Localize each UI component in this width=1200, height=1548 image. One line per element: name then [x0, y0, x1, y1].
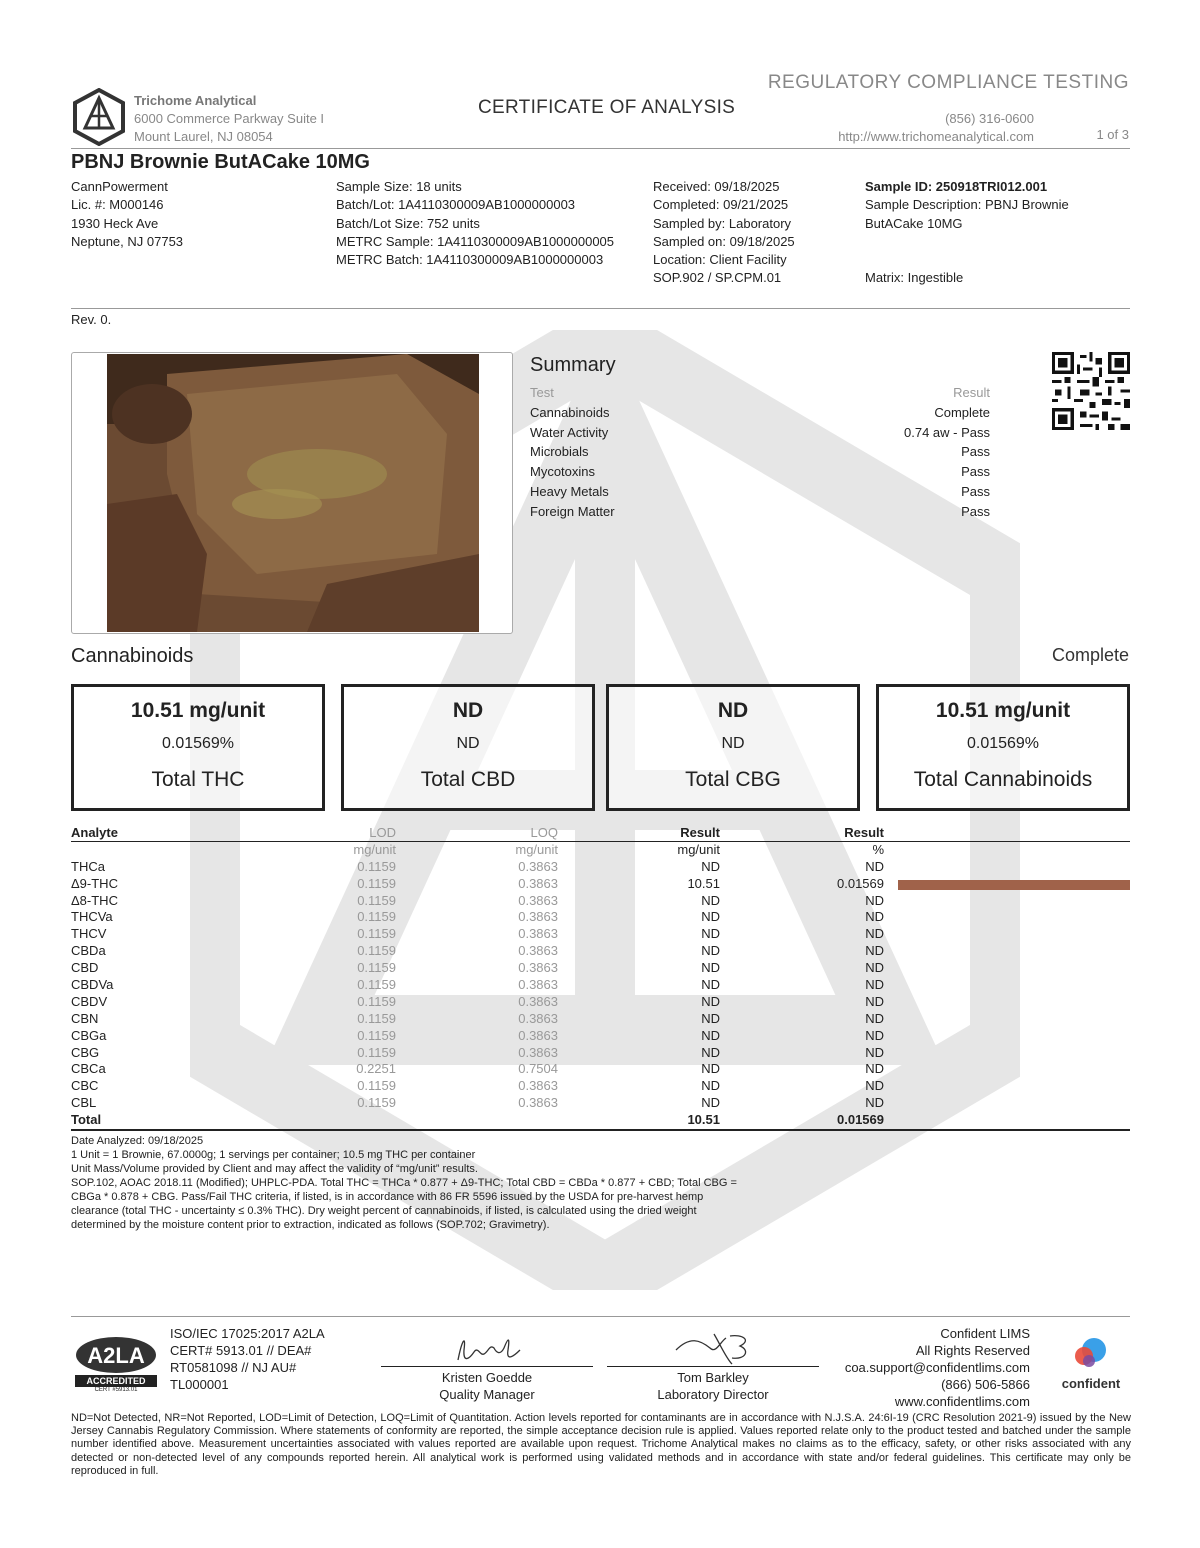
cell-r1: ND: [701, 977, 720, 993]
cell-r1: ND: [701, 926, 720, 942]
client-info: CannPowerment Lic. #: M000146 1930 Heck Ave Neptune, NJ 07753: [71, 179, 184, 249]
cell-analyte: CBGa: [71, 1027, 107, 1043]
table-total-row: Total 10.51 0.01569: [71, 1112, 884, 1128]
lab-address-1: 6000 Commerce Parkway Suite I: [134, 111, 325, 126]
cell-analyte: CBDV: [71, 993, 108, 1009]
cannabinoids-status: Complete: [1051, 645, 1129, 665]
cell-loq: 0.3863: [518, 1027, 558, 1043]
cell-loq: 0.7504: [518, 1061, 558, 1077]
regulatory-heading: REGULATORY COMPLIANCE TESTING: [767, 72, 1129, 93]
signature-kristen-goedde: [450, 1330, 530, 1368]
cell-r1: ND: [701, 1095, 720, 1111]
cell-r1: ND: [701, 892, 720, 908]
cell-r2: ND: [865, 909, 884, 925]
cell-analyte: CBCa: [71, 1061, 106, 1077]
cell-analyte: CBG: [71, 1044, 100, 1060]
cell-lod: 0.1159: [357, 993, 396, 1009]
page-number: 1 of 3: [1096, 127, 1129, 142]
total-cannabinoids-box: 10.51 mg/unit 0.01569% Total Cannabinoids: [876, 684, 1130, 811]
cell-analyte: CBDVa: [71, 977, 114, 993]
cell-loq: 0.3863: [518, 977, 558, 993]
cell-lod: 0.1159: [357, 1095, 396, 1111]
table-row: [71, 943, 1130, 960]
cell-r1: 10.51: [687, 875, 720, 891]
total-cbd-box: ND ND Total CBD: [341, 684, 595, 811]
table-row: [71, 1028, 1130, 1045]
cell-r2: ND: [865, 1078, 884, 1094]
signature-tom-barkley: [670, 1330, 760, 1366]
cell-loq: 0.3863: [518, 1095, 558, 1111]
summary-row: Foreign Matter Pass: [530, 503, 990, 519]
summary-row: Mycotoxins Pass: [530, 464, 990, 480]
cell-loq: 0.3863: [518, 858, 558, 874]
cell-lod: 0.1159: [357, 875, 396, 891]
cell-r1: ND: [701, 943, 720, 959]
cell-r1: ND: [701, 858, 720, 874]
disclaimer: ND=Not Detected, NR=Not Reported, LOD=Limit of Detection, LOQ=Limit of Quantitation. Action levels reported for contaminants are in accordance with N.J.S.A. 24:6I-19 (CRC Resolution 2021-9) issued by the New Jersey Cannabis Regulatory Commission. Where statements of conformity are reported, the simple acceptance decision rule is applied. Values reported relate only to the product tested and batched under the sample number identified above. Measurement uncertainties associated with values reported are available upon request. Trichome Analytical makes no claims as to the efficacy, safety, or other risks associated with any detected or non-detected level of any compounds reported herein. All analytical work is performed using validated methods and in accordance with state and/or federal guidelines. This certificate may only be reproduced in full.: [71, 1412, 1131, 1477]
cell-r2: ND: [865, 1061, 884, 1077]
signer-2: Tom Barkley Laboratory Director: [657, 1370, 769, 1402]
cell-analyte: THCa: [71, 858, 105, 874]
cell-r2: ND: [865, 858, 884, 874]
summary-table: Test Result Cannabinoids Complete Water Activity 0.74 aw - Pass Microbials Pass Mycotoxins Pass Heavy Metals Pass Foreign Matter Pass: [530, 383, 990, 522]
cell-loq: 0.3863: [518, 909, 558, 925]
document-title: CERTIFICATE OF ANALYSIS: [478, 97, 736, 118]
summary-row: Microbials Pass: [530, 444, 990, 460]
product-photo-frame: [71, 352, 513, 634]
cell-r2: ND: [865, 960, 884, 976]
table-units-row: mg/unit mg/unit mg/unit %: [353, 841, 884, 857]
qr-code-icon[interactable]: [1052, 352, 1130, 430]
total-cbg-box: ND ND Total CBG: [606, 684, 860, 811]
cell-analyte: THCV: [71, 926, 107, 942]
cell-loq: 0.3863: [518, 993, 558, 1009]
cell-lod: 0.1159: [357, 960, 396, 976]
table-row: [71, 926, 1130, 943]
cell-analyte: CBL: [71, 1095, 97, 1111]
cell-r1: ND: [701, 1061, 720, 1077]
accreditation-info: ISO/IEC 17025:2017 A2LA CERT# 5913.01 // DEA# RT0581098 // NJ AU# TL000001: [170, 1326, 325, 1392]
cell-loq: 0.3863: [518, 960, 558, 976]
cell-lod: 0.1159: [357, 909, 396, 925]
table-row: [71, 1078, 1130, 1095]
sample-info: Sample Size: 18 units Batch/Lot: 1A4110300009AB1000000003 Batch/Lot Size: 752 units METRC Sample: 1A4110300009AB1000000005 METRC Batch: 1A4110300009AB1000000003: [336, 179, 615, 268]
cell-loq: 0.3863: [518, 1044, 558, 1060]
cell-r2: ND: [865, 892, 884, 908]
cell-analyte: CBDa: [71, 943, 106, 959]
cell-r1: ND: [701, 1044, 720, 1060]
table-row: [71, 893, 1130, 910]
cell-r1: ND: [701, 1078, 720, 1094]
summary-row: Cannabinoids Complete: [530, 404, 990, 420]
table-row: [71, 909, 1130, 926]
cell-r1: ND: [701, 1010, 720, 1026]
cell-r2: ND: [865, 1027, 884, 1043]
table-row: [71, 1045, 1130, 1062]
lab-phone: (856) 316-0600: [945, 111, 1034, 126]
table-row: [71, 977, 1130, 994]
cell-r1: ND: [701, 960, 720, 976]
cell-r2: ND: [865, 926, 884, 942]
cell-analyte: CBC: [71, 1078, 99, 1094]
cell-loq: 0.3863: [518, 943, 558, 959]
lims-info: Confident LIMS All Rights Reserved coa.support@confidentlims.com (866) 506-5866 www.confidentlims.com: [844, 1326, 1030, 1409]
lims-website[interactable]: www.confidentlims.com: [894, 1394, 1030, 1409]
support-email[interactable]: coa.support@confidentlims.com: [844, 1360, 1030, 1375]
date-info: Received: 09/18/2025 Completed: 09/21/2025 Sampled by: Laboratory Sampled on: 09/18/2025 Location: Client Facility SOP.902 / SP.CPM.01: [653, 179, 795, 286]
result-bar: [898, 880, 1130, 890]
summary-title: Summary: [530, 354, 616, 376]
total-thc-box: 10.51 mg/unit 0.01569% Total THC: [71, 684, 325, 811]
analysis-notes: Date Analyzed: 09/18/2025 1 Unit = 1 Brownie, 67.0000g; 1 servings per container; 10.5 mg THC per container Unit Mass/Volume provided by Client and may affect the validity of “mg/unit” results. SOP.102, AOAC 2018.11 (Modified); UHPLC-PDA. Total THC = THCa * 0.877 + Δ9-THC; Total CBD = CBDa * 0.877 + CBD; Total CBG = CBGa * 0.878 + CBG. Pass/Fail THC criteria, if listed, is in accordance with 86 FR 5596 issued by the USDA for pre-harvest hemp clearance (total THC - uncertainty ≤ 0.3% THC). Dry weight percent of cannabinoids, if listed, is calculated using the dried weight determined by the moisture content prior to extraction, indicated as follows (SOP.702; Gravimetry).: [71, 1135, 737, 1231]
cell-r1: ND: [701, 993, 720, 1009]
cell-r2: ND: [865, 943, 884, 959]
cell-r2: ND: [865, 1010, 884, 1026]
lab-website[interactable]: http://www.trichomeanalytical.com: [838, 129, 1034, 144]
cell-lod: 0.1159: [357, 1078, 396, 1094]
cell-r2: ND: [865, 977, 884, 993]
cell-analyte: Δ8-THC: [71, 892, 118, 908]
table-row: [71, 1095, 1130, 1112]
cell-r2: ND: [865, 1044, 884, 1060]
cell-r2: ND: [865, 993, 884, 1009]
product-photo: [107, 354, 479, 632]
a2la-logo-icon: A2LA ACCREDITED CERT #5913.01: [73, 1333, 159, 1395]
cell-analyte: THCVa: [71, 909, 113, 925]
cell-lod: 0.1159: [357, 892, 396, 908]
cell-r2: ND: [865, 1095, 884, 1111]
cell-lod: 0.1159: [357, 1010, 396, 1026]
summary-row: Heavy Metals Pass: [530, 483, 990, 499]
cell-analyte: CBD: [71, 960, 99, 976]
table-row: [71, 876, 1130, 893]
trichome-logo-icon: [73, 88, 125, 146]
svg-text:A2LA: A2LA: [87, 1343, 145, 1368]
cell-r2: 0.01569: [837, 875, 884, 891]
analyte-table: [71, 825, 1130, 1131]
lab-address-2: Mount Laurel, NJ 08054: [134, 129, 273, 144]
cannabinoids-title: Cannabinoids: [71, 645, 194, 667]
sample-id-info: Sample ID: 250918TRI012.001 Sample Description: PBNJ Brownie ButACake 10MG Matrix: Ingestible: [865, 179, 1069, 286]
cell-lod: 0.1159: [357, 1027, 396, 1043]
cell-r1: ND: [701, 1027, 720, 1043]
confident-logo-icon: confident: [1052, 1336, 1130, 1396]
lab-name: Trichome Analytical: [134, 93, 257, 108]
cell-analyte: Δ9-THC: [71, 875, 118, 891]
cell-loq: 0.3863: [518, 926, 558, 942]
cell-lod: 0.2251: [356, 1061, 396, 1077]
cell-lod: 0.1159: [357, 977, 396, 993]
revision: Rev. 0.: [71, 312, 112, 327]
table-row: [71, 960, 1130, 977]
cell-loq: 0.3863: [518, 875, 558, 891]
table-row: [71, 994, 1130, 1011]
signer-1: Kristen Goedde Quality Manager: [439, 1370, 535, 1402]
table-row: [71, 1061, 1130, 1078]
cell-r1: ND: [701, 909, 720, 925]
cell-lod: 0.1159: [357, 943, 396, 959]
cell-analyte: CBN: [71, 1010, 99, 1026]
cell-lod: 0.1159: [357, 858, 396, 874]
table-header: Analyte LOD LOQ Result Result: [71, 825, 884, 840]
table-row: [71, 859, 1130, 876]
product-name: PBNJ Brownie ButACake 10MG: [71, 151, 370, 173]
summary-row: Water Activity 0.74 aw - Pass: [530, 424, 990, 440]
cell-lod: 0.1159: [357, 926, 396, 942]
cell-loq: 0.3863: [518, 1078, 558, 1094]
cell-loq: 0.3863: [518, 892, 558, 908]
table-row: [71, 1011, 1130, 1028]
cell-lod: 0.1159: [357, 1044, 396, 1060]
cell-loq: 0.3863: [518, 1010, 558, 1026]
